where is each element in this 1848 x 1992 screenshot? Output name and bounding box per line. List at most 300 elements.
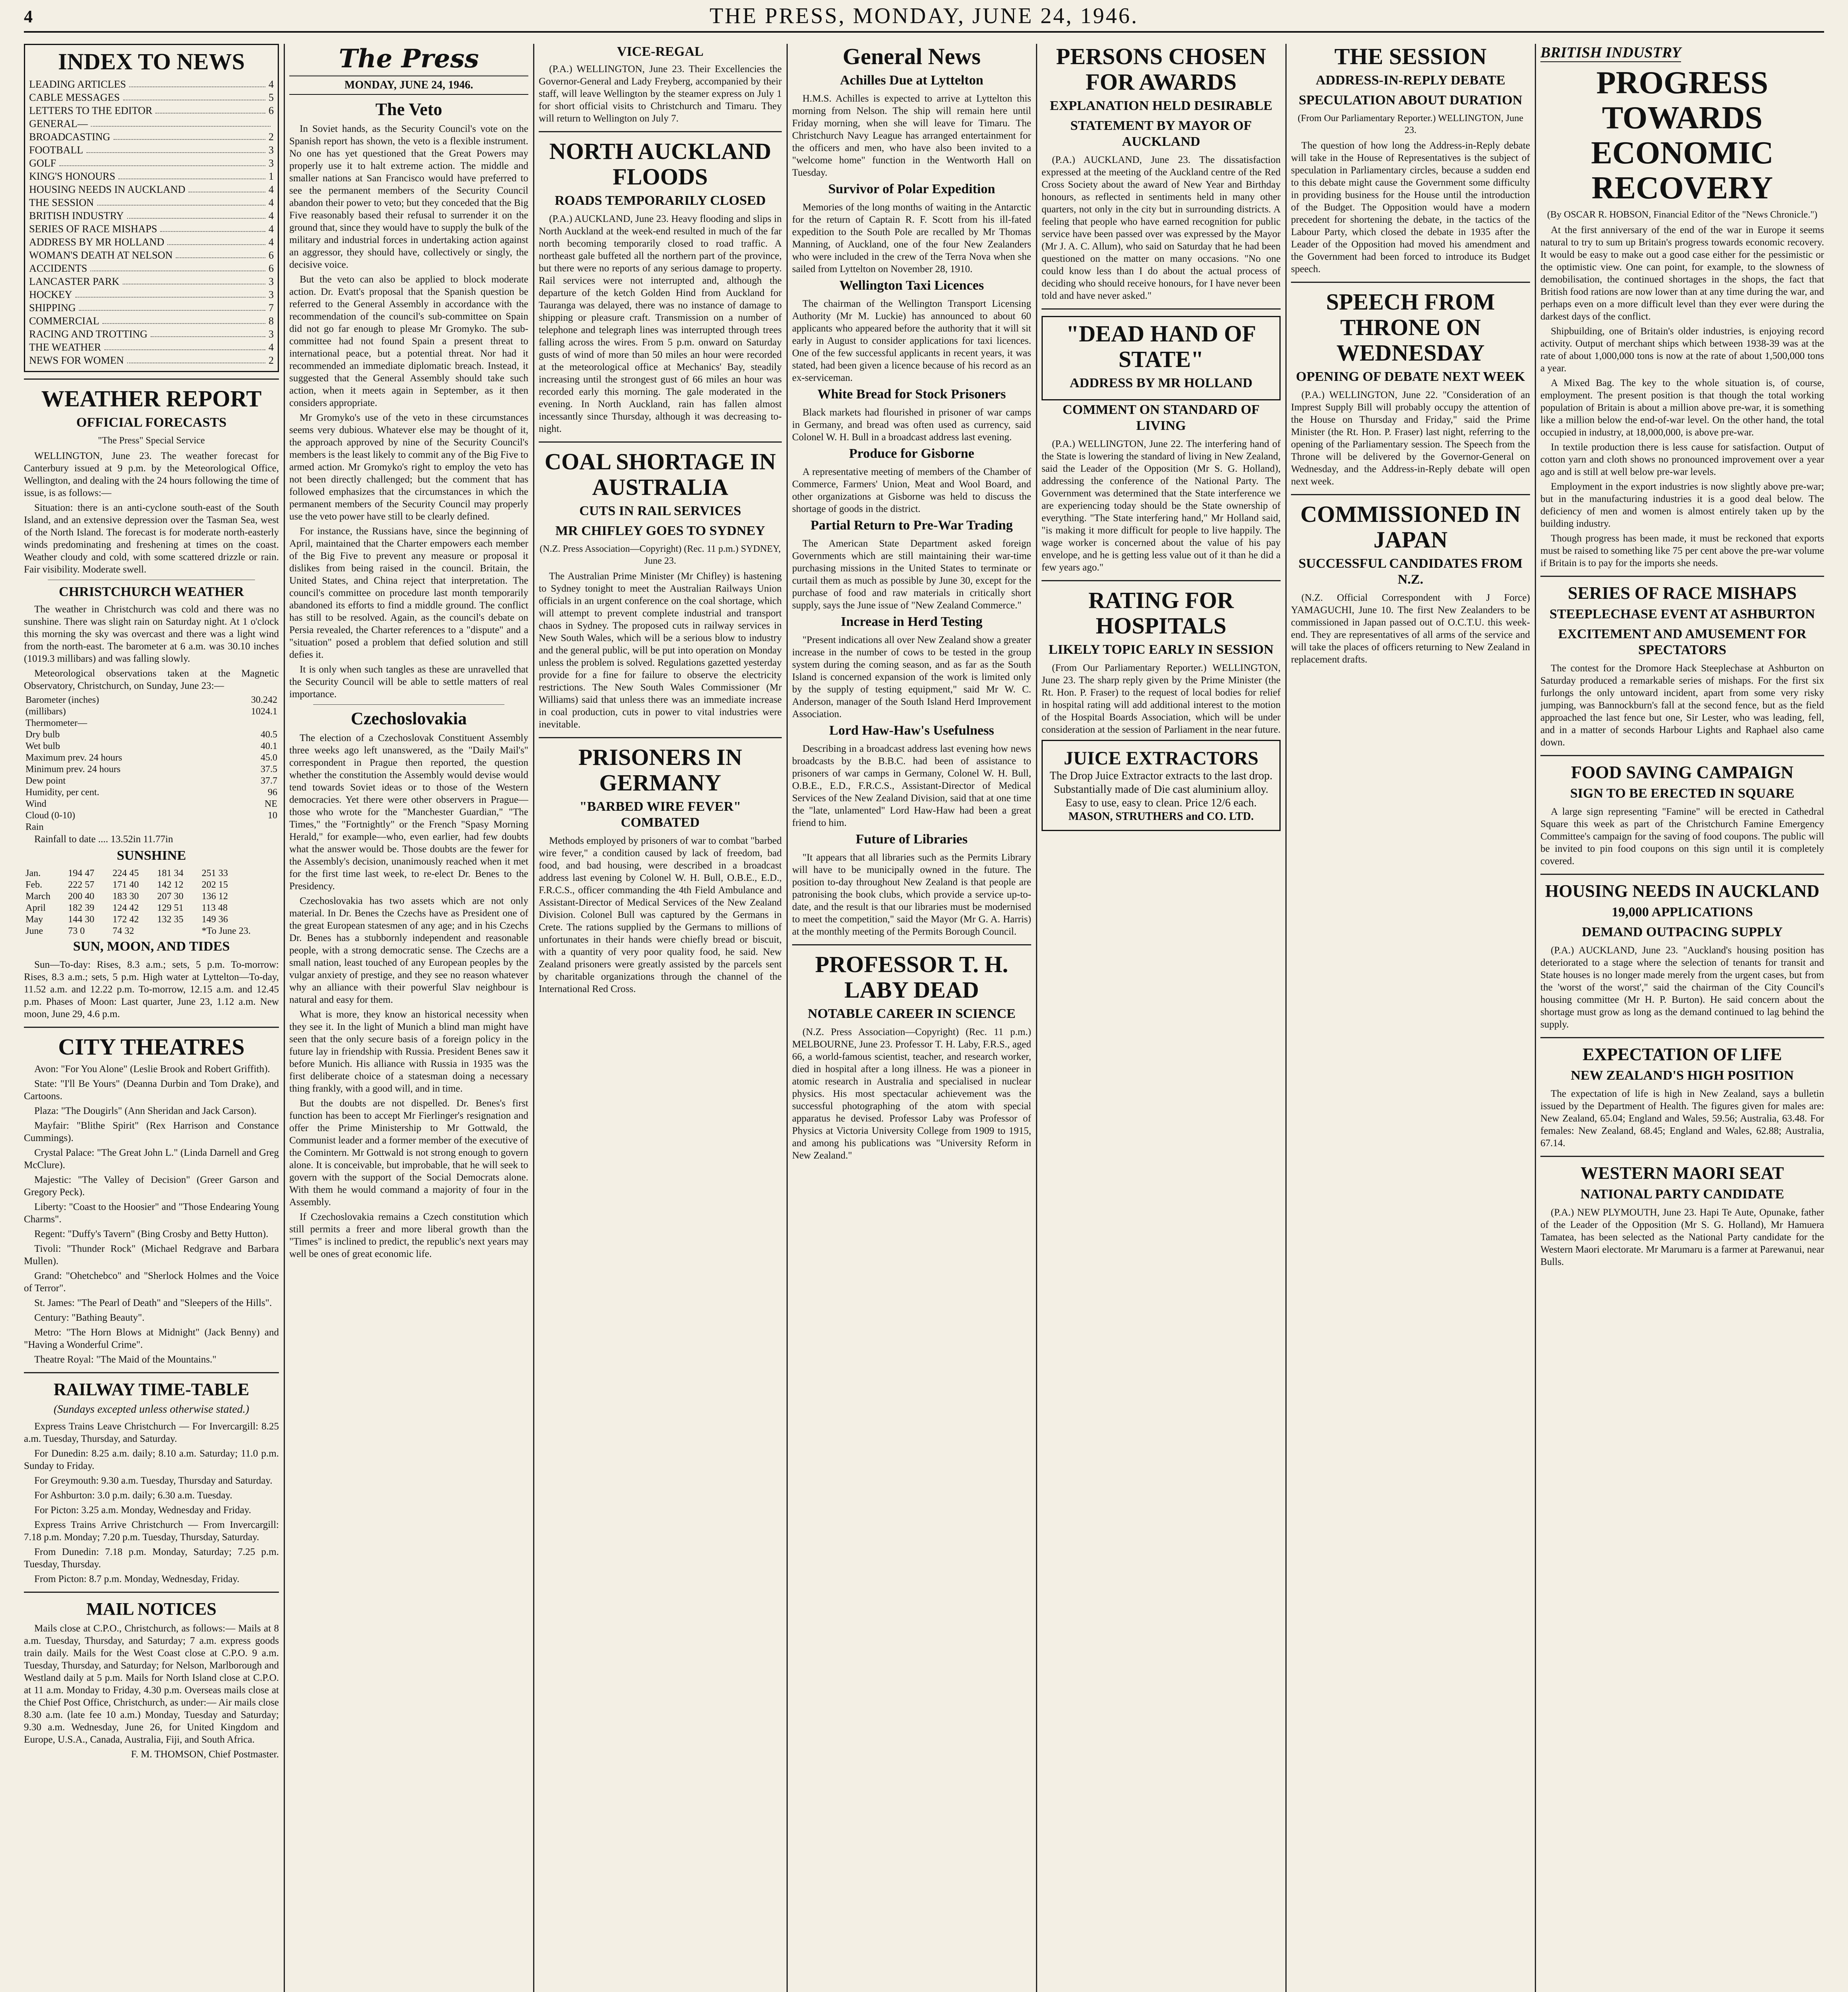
observation-row xyxy=(24,741,279,752)
observation-row xyxy=(24,787,279,798)
general-news-item-text: A representative meeting of members of the Chamber of Commerce, Farmers' Union, Meat and Wool Board, and other organizations at Gisborne was held to discuss the shortage of goods in the district. xyxy=(792,467,1031,514)
sunshine-table xyxy=(24,868,279,937)
session-text: The question of how long the Address-in-Reply debate will take in the House of Representatives is the subject of speculation in Parliamentary circles, because a sudden end to this debate might cause the Government some difficulty in providing business for the House until the introduction of the Budget. The Opposition would have a modern precedent for shortening the debate, in the tactics of the Labour Party, which closed the debate in 1935 after the Leader of the Opposition had moved his amendment and the Government had been forced to introduce its Budget speech. xyxy=(1291,140,1530,274)
observation-row xyxy=(24,775,279,787)
housing-subheading: 19,000 APPLICATIONS xyxy=(1611,905,1753,920)
index-leader xyxy=(59,157,265,166)
holland-subheading-2: COMMENT ON STANDARD OF LIVING xyxy=(1062,402,1260,433)
sunshine-cell: March xyxy=(26,891,51,902)
index-item-page: 3 xyxy=(269,328,274,340)
coal-byline: (N.Z. Press Association—Copyright) (Rec. 11 p.m.) SYDNEY, June 23. xyxy=(539,544,781,566)
floods-heading: NORTH AUCKLAND FLOODS xyxy=(549,138,771,190)
holland-subheading: ADDRESS BY MR HOLLAND xyxy=(1069,376,1253,390)
index-item-page: 3 xyxy=(269,157,274,169)
mail-heading: MAIL NOTICES xyxy=(86,1599,217,1619)
index-item-label: CABLE MESSAGES xyxy=(29,92,120,103)
sunshine-cell: 74 32 xyxy=(112,926,134,936)
masthead xyxy=(24,3,1824,33)
index-item-page: 3 xyxy=(269,289,274,300)
industry-heading: PROGRESS TOWARDS ECONOMIC RECOVERY xyxy=(1591,65,1773,206)
index-item-label: FOOTBALL xyxy=(29,144,83,156)
sunshine-cell: 136 12 xyxy=(202,891,228,902)
speech-text: (P.A.) WELLINGTON, June 22. "Consideration of an Imprest Supply Bill will probably occupy the attention of the House on Thursday and Friday," said the Prime Minister (the Rt. Hon. P. Fraser) last night, referring to the opening of the Parliamentary session. The Speech from the Throne will be delivered by the Governor-General on Wednesday, and the Address-in-Reply debate will open next week. xyxy=(1291,390,1530,487)
index-item xyxy=(29,157,274,170)
czech-article xyxy=(289,732,528,1260)
czech-heading: Czechoslovakia xyxy=(351,709,467,728)
index-leader xyxy=(151,327,265,337)
sunshine-cell: 113 48 xyxy=(202,903,228,913)
session-byline: (From Our Parliamentary Reporter.) WELLINGTON, June 23. xyxy=(1297,113,1524,135)
rating-text: (From Our Parliamentary Reporter.) WELLINGTON, June 23. The sharp reply given by the Prime Minister (the Rt. Hon. P. Fraser) to the request of local bodies for relief in hospital rating will add additional interest to the motion of the Hospital Boards Association, which will be under consideration at the session of Parliament in the near future. xyxy=(1042,663,1281,735)
vice-regal-heading: VICE-REGAL xyxy=(617,44,704,59)
industry-byline: (By OSCAR R. HOBSON, Financial Editor of the "News Chronicle.") xyxy=(1547,210,1818,220)
persons-heading: PERSONS CHOSEN FOR AWARDS xyxy=(1056,44,1266,95)
page-number: 4 xyxy=(24,7,33,26)
index-item-label: SERIES OF RACE MISHAPS xyxy=(29,223,157,235)
index-item-label: GOLF xyxy=(29,157,56,169)
index-item-page: 4 xyxy=(269,197,274,208)
maori-text: (P.A.) NEW PLYMOUTH, June 23. Hapi Te Aute, Opunake, father of the Leader of the Opposition (Mr S. G. Holland), Mr Hamuera Tamatea, has been selected as the National Party candidate for the Western Maori electorate. Mr Marumaru is a farmer at Parewanui, near Bulls. xyxy=(1540,1207,1824,1267)
observation-value: 10 xyxy=(268,810,277,821)
general-news-item-text: "It appears that all libraries such as the Permits Library will have to be municipally owned in the future. The position to-day throughout New Zealand is that people are patronising the book clubs, which provide a service up-to-date, and the result is that our libraries must be modernised to meet the competition," said the Mayor (Mr G. A. Harris) at the monthly meeting of the Permits Borough Council. xyxy=(792,852,1031,937)
session-heading: THE SESSION xyxy=(1334,44,1487,69)
coal-subheading-2: MR CHIFLEY GOES TO SYDNEY xyxy=(555,523,765,538)
index-item-label: COMMERCIAL xyxy=(29,315,100,327)
sunshine-cell: May xyxy=(26,914,43,925)
sunshine-cell: 224 45 xyxy=(112,868,139,878)
laby-text: (N.Z. Press Association—Copyright) (Rec. 11 p.m.) MELBOURNE, June 23. Professor T. H. Laby, F.R.S., aged 66, a world-famous scientist, teacher, and research worker, died in hospital after a long illness. He was a pioneer in atomic research in Australia and specialised in nuclear physics. His most spectacular achievement was the successful photographing of the atom with special apparatus he devised. Professor Laby was Professor of Physics at Victoria University College from 1909 to 1915, and among his publications was "University Reform in New Zealand." xyxy=(792,1027,1031,1161)
life-subheading: NEW ZEALAND'S HIGH POSITION xyxy=(1571,1068,1794,1083)
press-logo: The Press xyxy=(289,44,528,76)
sunshine-row xyxy=(24,879,279,891)
sunshine-cell: 202 15 xyxy=(202,880,228,890)
sunshine-cell: 182 39 xyxy=(68,903,94,913)
housing-subheading-2: DEMAND OUTPACING SUPPLY xyxy=(1581,925,1783,939)
section-tag: BRITISH INDUSTRY xyxy=(1540,44,1681,62)
masthead-title: THE PRESS, MONDAY, JUNE 24, 1946. xyxy=(709,4,1139,28)
observation-row xyxy=(24,810,279,822)
speech-subheading: OPENING OF DEBATE NEXT WEEK xyxy=(1296,369,1525,384)
observations-table xyxy=(24,694,279,833)
veto-paragraph: Mr Gromyko's use of the veto in these circumstances seems very dubious. Whatever else may be thought of it, the approach approved by nine of the Security Council's members is the least likely to commit any of the Big Five to armed action. Mr Gromyko's right to employ the veto has not been directly challenged; but the comment that has followed emphasizes that the circumstances in which the permanent members of the Security Council may properly use the veto power have still to be clearly defined. xyxy=(289,412,528,522)
veto-heading: The Veto xyxy=(375,100,442,119)
observation-row xyxy=(24,706,279,718)
observation-value: 96 xyxy=(268,787,277,798)
industry-article xyxy=(1540,224,1824,569)
index-leader xyxy=(176,249,265,258)
rating-subheading: LIKELY TOPIC EARLY IN SESSION xyxy=(1048,642,1274,657)
rating-heading: RATING FOR HOSPITALS xyxy=(1088,587,1234,639)
index-item xyxy=(29,143,274,157)
sunshine-cell: 222 57 xyxy=(68,880,94,890)
index-item-page: 1 xyxy=(269,171,274,182)
weather-text: WELLINGTON, June 23. The weather forecast for Canterbury issued at 9 p.m. by the Meteorological Office, Wellington, and dealing with the 24 hours following the time of issue, is as follows:— xyxy=(24,451,279,498)
observation-label: Wet bulb xyxy=(26,741,60,751)
veto-paragraph: But the veto can also be applied to block moderate action. Dr. Evatt's proposal that the Spanish question be referred to the General Assembly in accordance with the recommendation of the council's sub-committee on Spain did not go far enough to please Mr Gromyko. The sub-committee had not found Spain a present threat to international peace, but a potential threat. Nor had it recommended an immediate diplomatic breach. Instead, it suggested that the General Assembly should take such action, when it meets again in September, as it then considers appropriate. xyxy=(289,274,528,408)
general-news-item-text: Black markets had flourished in prisoner of war camps in Germany, and bread was often used as currency, said Colonel W. H. Bull in a broadcast address last evening. xyxy=(792,407,1031,443)
index-item-page: 6 xyxy=(269,105,274,116)
index-item-page: 2 xyxy=(269,131,274,143)
theatre-listing: Metro: "The Horn Blows at Midnight" (Jack Benny) and "Having a Wonderful Crime". xyxy=(24,1327,279,1350)
laby-subheading: NOTABLE CAREER IN SCIENCE xyxy=(808,1006,1016,1021)
railway-entry: Express Trains Leave Christchurch — For Invercargill: 8.25 a.m. Tuesday, Thursday, and Saturday. xyxy=(24,1421,279,1444)
sunshine-cell: 132 35 xyxy=(157,914,184,925)
index-item-label: KING'S HONOURS xyxy=(29,171,116,182)
index-leader xyxy=(123,91,265,100)
general-news-item-title: Survivor of Polar Expedition xyxy=(828,182,995,196)
race-text: The contest for the Dromore Hack Steeplechase at Ashburton on Saturday produced a remarkable series of mishaps. For the first six furlongs the only untoward incident, apart from some very risky jumping, was Bannockburn's fall at the second fence, but as the field approached the last fence but one, Sir Lester, who was leading, fell, and in a matter of seconds Harbour Lights and Raphael also came down. xyxy=(1540,663,1824,748)
index-item-page: 2 xyxy=(269,355,274,366)
index-leader xyxy=(104,341,265,350)
observation-value xyxy=(221,822,279,833)
index-leader xyxy=(188,183,265,192)
observation-value: 37.5 xyxy=(261,764,277,774)
sunshine-cell: 144 30 xyxy=(68,914,94,925)
observation-value: 40.1 xyxy=(261,741,277,751)
index-item-page: 4 xyxy=(269,236,274,248)
tides-text: Sun—To-day: Rises, 8.3 a.m.; sets, 5 p.m. To-morrow: Rises, 8.3 a.m.; sets, 5 p.m. High water at Lyttelton—To-day, 11.52 a.m. and 12.22 p.m. To-morrow, 12.15 a.m. and 12.45 p.m. Phases of Moon: Last quarter, June 23, 1.12 a.m. New moon, June 29, 4.6 p.m. xyxy=(24,959,279,1020)
theatre-listing: Regent: "Duffy's Tavern" (Bing Crosby and Betty Hutton). xyxy=(34,1229,269,1239)
session-subheading-2: SPECULATION ABOUT DURATION xyxy=(1299,93,1522,108)
prisoners-heading: PRISONERS IN GERMANY xyxy=(578,744,742,796)
index-item xyxy=(29,104,274,117)
general-news-item-title: Achilles Due at Lyttelton xyxy=(840,73,983,88)
observation-value: 45.0 xyxy=(261,753,277,763)
index-leader xyxy=(155,104,265,114)
industry-paragraph: A Mixed Bag. The key to the whole situation is, of course, employment. The present position is that though the total working population of Britain is about a million above pre-war, it is something like a million below the end-of-war level. On the other hand, the total occupied in industry, at 18,000,000, is above pre-war. xyxy=(1540,378,1824,438)
prisoners-subheading: "BARBED WIRE FEVER" COMBATED xyxy=(579,799,741,830)
index-item-page: 6 xyxy=(269,249,274,261)
ad-seller: MASON, STRUTHERS and CO. LTD. xyxy=(1068,810,1254,823)
index-item-page: 8 xyxy=(269,315,274,327)
sunshine-cell: June xyxy=(26,926,43,936)
index-leader xyxy=(123,275,265,284)
theatre-listing: St. James: "The Pearl of Death" and "Sleepers of the Hills". xyxy=(34,1298,272,1308)
index-item xyxy=(29,327,274,341)
index-item-label: HOUSING NEEDS IN AUCKLAND xyxy=(29,184,186,195)
index-item-page: 4 xyxy=(269,78,274,90)
column-5 xyxy=(1042,44,1281,1992)
observation-value: 1024.1 xyxy=(251,706,277,717)
czech-paragraph: The election of a Czechoslovak Constituent Assembly three weeks ago left unanswered, as the "Daily Mail's" correspondent in Prague then reported, the question whether the constitution the Assembly would devise would tend towards Soviet ideas or to those of the Western democracies. Yet there were other observers in Prague—those who wrote for the "Manchester Guardian," "The Times," the "Fortnightly" or the French "Spasy Morning Herald," for example—who, even earlier, had few doubts what the answer would be. Those doubts are the fewer for the Assembly's decision, unanimously reached when it met for the first time last week, to re-elect Dr. Benes to the Presidency. xyxy=(289,733,528,892)
index-item-label: GENERAL— xyxy=(29,118,88,129)
theatre-listing: Grand: "Ohetchebco" and "Sherlock Holmes and the Voice of Terror". xyxy=(24,1270,279,1294)
index-item-label: THE SESSION xyxy=(29,197,94,208)
sunshine-cell: *To June 23. xyxy=(202,926,251,936)
maori-subheading: NATIONAL PARTY CANDIDATE xyxy=(1580,1187,1784,1202)
sunshine-cell: 73 0 xyxy=(68,926,85,936)
theatre-listing: Plaza: "The Dougirls" (Ann Sheridan and Jack Carson). xyxy=(34,1106,257,1116)
sunshine-cell: 171 40 xyxy=(112,880,139,890)
holland-box xyxy=(1042,316,1281,400)
column-left xyxy=(24,44,279,1992)
index-item xyxy=(29,222,274,235)
floods-text: (P.A.) AUCKLAND, June 23. Heavy flooding and slips in North Auckland at the week-end resulted in much of the far north becoming temporarily closed to road traffic. A northeast gale buffeted all the northern part of the province, but there were no reports of any serious damage to property. Rail services were not interrupted and, although the departure of the ketch Golden Hind from Auckland for Tauranga was delayed, there was no instance of damage to shipping or pleasure craft. Transmission on a number of telephone and telegraph lines was interrupted through trees falling across the wires. From 5 p.m. onward on Saturday gusts of wind of more than 50 miles an hour were recorded at the meteorological office at Mechanics' Bay, steadily increasing until the strongest gust of 66 miles an hour was recorded early this morning. The gale moderated in the evening. In North Auckland, rain has fallen almost incessantly since Thursday, although it was decreasing to-night. xyxy=(539,214,782,434)
railway-list xyxy=(24,1420,279,1585)
observation-row xyxy=(24,729,279,741)
observation-value: 37.7 xyxy=(261,776,277,786)
housing-text: (P.A.) AUCKLAND, June 23. "Auckland's housing position has deteriorated to a stage where the selection of tenants for transit and State houses is no longer made merely from the urgent cases, but from the 'worst of the worst'," said the chairman of the City Council's housing committee (Mr H. P. Burton). He said concern about the shortage must grow as long as the demand continued to lag behind the supply. xyxy=(1540,945,1824,1030)
general-news-item-text: Describing in a broadcast address last evening how news broadcasts by the B.B.C. had been of assistance to prisoners of war camps in Germany, Colonel W. H. Bull, O.B.E., E.D., F.R.C.S., Assistant-Director of Medical Services of the New Zealand Division, said that at one time the "late, unlamented" Lord Haw-Haw had been a great friend to him. xyxy=(792,743,1031,828)
index-leader xyxy=(127,209,265,219)
veto-paragraph: For instance, the Russians have, since the beginning of April, maintained that the Charter empowers each member of the Big Five to prevent any measure or proposal it dislikes from being raised in the council. Britain, the United States, and China reject that interpretation. The council's committee on procedure last month temporarily abandoned its efforts to find a middle ground. The conflict has still to be resolved. Again, as the council's debate on Persia revealed, the Charter references to a "dispute" and a "situation" posed a problem that defied solution and still defies it. xyxy=(289,526,528,660)
railway-entry: Express Trains Arrive Christchurch — From Invercargill: 7.18 p.m. Monday; 7.20 p.m. Tuesday, Thursday, Saturday. xyxy=(24,1519,279,1543)
index-item-label: LEADING ARTICLES xyxy=(29,78,126,90)
sunshine-row xyxy=(24,902,279,914)
weather-byline: "The Press" Special Service xyxy=(98,435,205,446)
maori-heading: WESTERN MAORI SEAT xyxy=(1580,1163,1784,1183)
rainfall-line: Rainfall to date .... 13.52in 11.77in xyxy=(34,834,173,845)
czech-paragraph: If Czechoslovakia remains a Czech constitution which still permits a freer and more liberal growth than the "Times" is inclined to predict, the republic's next years may well be ones of great economic life. xyxy=(289,1212,528,1259)
weather-subheading: OFFICIAL FORECASTS xyxy=(76,415,227,430)
observation-value: 40.5 xyxy=(261,729,277,740)
observation-label: Dew point xyxy=(26,776,66,786)
index-item xyxy=(29,341,274,354)
column-3 xyxy=(539,44,782,1992)
index-item xyxy=(29,117,274,130)
theatre-listing: Crystal Palace: "The Great John L." (Linda Darnell and Greg McClure). xyxy=(24,1147,279,1170)
index-leader xyxy=(160,222,265,232)
index-leader xyxy=(167,235,265,245)
observation-label: Cloud (0-10) xyxy=(26,810,75,821)
index-item-label: BROADCASTING xyxy=(29,131,110,143)
sunshine-cell: Feb. xyxy=(26,880,42,890)
index-item-page: 4 xyxy=(269,341,274,353)
czech-paragraph: Czechoslovakia has two assets which are not only material. In Dr. Benes the Czechs have as President one of the great European statesmen of any age; and in his Czechs Dr. Benes has a stubbornly independent and reasonable people, with a strong democratic sense. The Czechs are a small nation, least touched of any European peoples by the vulgar anxiety of prestige, and they see no reason whatever why an alliance with their powerful Slav neighbour is natural and easy for them. xyxy=(289,896,528,1005)
index-item-page: 3 xyxy=(269,144,274,156)
column-editorial xyxy=(289,44,528,1992)
column-6 xyxy=(1291,44,1530,1992)
czech-paragraph: But the doubts are not dispelled. Dr. Benes's first function has been to accept Mr Fierlinger's resignation and offer the Prime Ministership to Mr Gottwald, the Communist leader and a former member of the executive of the Comintern. Mr Gottwald is not strong enough to govern alone. It is conceivable, but improbable, that he will seek to govern with the support of the Social Democrats alone. With them he would command a majority of four in the Assembly. xyxy=(289,1098,528,1208)
index-item xyxy=(29,183,274,196)
sunshine-cell: 183 30 xyxy=(112,891,139,902)
observation-label: Humidity, per cent. xyxy=(26,787,100,798)
index-item-page: 3 xyxy=(269,276,274,287)
theatre-listing: Theatre Royal: "The Maid of the Mountains." xyxy=(34,1354,217,1365)
life-text: The expectation of life is high in New Zealand, says a bulletin issued by the Department of Health. The figures given for males are: New Zealand, 65.04; England and Wales, 59.56; Australia, 63.48. For females: New Zealand, 68.45; England and Wales, 62.88; Australia, 67.14. xyxy=(1540,1088,1824,1149)
index-leader xyxy=(75,288,265,298)
observation-label: (millibars) xyxy=(26,706,66,717)
food-heading: FOOD SAVING CAMPAIGN xyxy=(1571,763,1794,782)
index-leader xyxy=(102,314,265,324)
theatre-listing: Majestic: "The Valley of Decision" (Greer Garson and Gregory Peck). xyxy=(24,1174,279,1198)
general-news-item-text: The chairman of the Wellington Transport Licensing Authority (Mr M. Luckie) has announced to about 60 applicants who appeared before the authority that it will sit early in August to consider applications for taxi licences. One of the few successful applicants in recent years, it was stated, had been given a licence because of his record as an ex-serviceman. xyxy=(792,298,1031,383)
theatre-list xyxy=(24,1063,279,1366)
holland-heading: "DEAD HAND OF STATE" xyxy=(1066,321,1256,372)
sunshine-cell: 142 12 xyxy=(157,880,184,890)
index-item-label: SHIPPING xyxy=(29,302,76,314)
coal-subheading: CUTS IN RAIL SERVICES xyxy=(579,504,741,518)
coal-text: The Australian Prime Minister (Mr Chifley) is hastening to Sydney tonight to meet the Australian Railways Union officials in an urgent conference on the coal shortage, which will attempt to prevent complete industrial and transport chaos in Sydney. The proposed cuts in railway services in New South Wales, which will be a serious blow to industry and the general public, will be put into operation on Monday unless the problem is solved. Regulations gazetted yesterday provide for a fine for failure to observe the electricity restrictions. The New South Wales Commissioner (Mr Williams) said that unless there was an immediate increase in coal production, cuts in power to vital industries were inevitable. xyxy=(539,571,782,730)
index-list xyxy=(29,78,274,367)
food-subheading: SIGN TO BE ERECTED IN SQUARE xyxy=(1570,786,1795,801)
observation-row xyxy=(24,822,279,833)
weather-heading: WEATHER REPORT xyxy=(41,386,262,412)
sunshine-cell: Jan. xyxy=(26,868,41,878)
index-item xyxy=(29,249,274,262)
laby-heading: PROFESSOR T. H. LABY DEAD xyxy=(815,951,1008,1003)
index-item xyxy=(29,196,274,209)
ad-text: The Drop Juice Extractor extracts to the last drop. Substantially made of Die cast aluminium alloy. Easy to use, easy to clean. Price 12/6 each. xyxy=(1050,770,1273,809)
sunshine-cell: 129 51 xyxy=(157,903,184,913)
sunshine-cell: 172 42 xyxy=(112,914,139,925)
index-leader xyxy=(118,170,265,179)
industry-paragraph: In textile production there is less cause for satisfaction. Output of cotton yarn and cloth shows no pronounced improvement over a year ago and is still at well below pre-war levels. xyxy=(1540,442,1824,477)
index-item-page: 5 xyxy=(269,92,274,103)
sunshine-cell: 149 36 xyxy=(202,914,228,925)
index-item xyxy=(29,170,274,183)
column-7 xyxy=(1540,44,1824,1992)
japan-heading: COMMISSIONED IN JAPAN xyxy=(1300,501,1521,553)
index-item-label: THE WEATHER xyxy=(29,341,101,353)
observation-row xyxy=(24,694,279,706)
index-item-label: WOMAN'S DEATH AT NELSON xyxy=(29,249,173,261)
sunshine-cell: April xyxy=(26,903,46,913)
sunshine-row xyxy=(24,891,279,902)
housing-heading: HOUSING NEEDS IN AUCKLAND xyxy=(1545,881,1820,901)
sunshine-row xyxy=(24,868,279,879)
observation-value xyxy=(221,718,279,729)
floods-subheading: ROADS TEMPORARILY CLOSED xyxy=(555,193,766,208)
industry-paragraph: At the first anniversary of the end of the war in Europe it seems natural to try to sum up Britain's progress towards economic recovery. It would be easy to make out a good case either for the pessimistic or the optimistic view. One can point, for example, to the slowness of demobilisation, the continued shortages in the shops, the fact that British food rations are now lower than at any time during the war, and perhaps even on a more difficult level than they ever were during the darkest days of the conflict. xyxy=(1540,225,1824,322)
sunshine-cell: 200 40 xyxy=(68,891,94,902)
session-subheading: ADDRESS-IN-REPLY DEBATE xyxy=(1316,73,1505,88)
general-news-heading: General News xyxy=(842,44,981,69)
railway-entry: For Picton: 3.25 a.m. Monday, Wednesday and Friday. xyxy=(34,1505,251,1516)
railway-subheading: (Sundays excepted unless otherwise stated.) xyxy=(53,1403,249,1416)
observation-label: Wind xyxy=(26,799,47,809)
industry-paragraph: Employment in the export industries is now slightly above pre-war; but in the manufacturing industries it is a good deal below. The deficiency of men and women is almost entirely taken up by the building industry. xyxy=(1540,481,1824,529)
speech-heading: SPEECH FROM THRONE ON WEDNESDAY xyxy=(1326,289,1495,366)
general-news-item-title: Increase in Herd Testing xyxy=(841,614,983,629)
theatres-heading: CITY THEATRES xyxy=(58,1034,245,1060)
railway-entry: For Dunedin: 8.25 a.m. daily; 8.10 a.m. Saturday; 11.0 p.m. Sunday to Friday. xyxy=(24,1448,279,1471)
industry-paragraph: Though progress has been made, it must be reckoned that exports must be raised to something like 75 per cent above the pre-war volume if Britain is to pay for the imports she needs. xyxy=(1540,533,1824,569)
index-item-label: ACCIDENTS xyxy=(29,263,87,274)
railway-entry: For Greymouth: 9.30 a.m. Tuesday, Thursday and Saturday. xyxy=(34,1475,273,1486)
index-item-label: NEWS FOR WOMEN xyxy=(29,355,124,366)
general-news-item-text: Memories of the long months of waiting in the Antarctic for the return of Captain R. F. Scott from his ill-fated expedition to the South Pole are recalled by Mr Thomas Manning, of Auckland, one of the four New Zealanders who were included in the crew of the Terra Nova when she sailed from Lyttelton on November 28, 1910. xyxy=(792,202,1031,274)
sunshine-cell xyxy=(155,925,200,937)
theatre-listing: Tivoli: "Thunder Rock" (Michael Redgrave and Barbara Mullen). xyxy=(24,1243,279,1267)
ad-title: JUICE EXTRACTORS xyxy=(1063,748,1259,769)
index-item xyxy=(29,130,274,143)
persons-subheading: EXPLANATION HELD DESIRABLE xyxy=(1050,98,1273,113)
veto-article xyxy=(289,123,528,700)
index-item xyxy=(29,275,274,288)
sunshine-cell: 194 47 xyxy=(68,868,94,878)
index-item-page: 4 xyxy=(269,210,274,222)
index-item-label: BRITISH INDUSTRY xyxy=(29,210,124,222)
observation-label: Thermometer— xyxy=(26,718,87,728)
index-item xyxy=(29,288,274,301)
general-news-item-title: Future of Libraries xyxy=(855,832,968,847)
race-heading: SERIES OF RACE MISHAPS xyxy=(1567,583,1797,603)
index-item xyxy=(29,262,274,275)
veto-paragraph: It is only when such tangles as these are unravelled that the Security Council will be able to settle matters of real importance. xyxy=(289,664,528,700)
general-news-item-title: Partial Return to Pre-War Trading xyxy=(810,518,1013,533)
holland-text: (P.A.) WELLINGTON, June 22. The interfering hand of the State is lowering the standard of living in New Zealand, said the Leader of the Opposition (Mr S. G. Holland), addressing the conference of the National Party. The Government was determined that the State interference we are experiencing today should be the State ownership of everything. "The State interfering hand," Mr Holland said, "is making it more difficult for people to live happily. The wage worker is concerned about the value of his pay envelope, and he is getting less value out of it than he did a few years ago." xyxy=(1042,439,1281,573)
juice-extractor-ad xyxy=(1042,740,1281,831)
editorial-dateline: MONDAY, JUNE 24, 1946. xyxy=(289,76,528,95)
sunshine-cell: 124 42 xyxy=(112,903,139,913)
index-item-label: LANCASTER PARK xyxy=(29,276,120,287)
sunshine-row xyxy=(24,925,279,937)
observation-label: Barometer (inches) xyxy=(26,695,99,705)
prisoners-text: Methods employed by prisoners of war to combat "barbed wire fever," a condition caused by lack of freedom, bad food, and bad housing, were described in a broadcast address last evening by Colonel W. H. Bull, O.B.E., E.D., F.R.C.S., officer commanding the 4th Field Ambulance and Assistant-Director of Medical Services of the New Zealand Division. Colonel Bull was captured by the Germans in Crete. The rations supplied by the Germans to millions of unfortunates in their hands were chiefly bread or biscuit, with a quantity of very poor quality food, he said. New Zealand prisoners were greatly assisted by the parcels sent by charitable organizations through the channel of the International Red Cross. xyxy=(539,835,782,994)
general-news-item-text: H.M.S. Achilles is expected to arrive at Lyttelton this morning from Nelson. The ship will remain here until Friday morning, when she will leave for Timaru. The Christchurch Navy League has arranged entertainment for the officers and men, who have also been invited to a "welcome home" function in the Wentworth Hall on Tuesday. xyxy=(792,93,1031,178)
index-leader xyxy=(79,301,265,311)
tides-heading: SUN, MOON, AND TIDES xyxy=(73,939,230,954)
general-news-list xyxy=(792,73,1031,938)
index-leader xyxy=(114,130,265,140)
index-box xyxy=(24,44,279,372)
observation-row xyxy=(24,752,279,764)
veto-paragraph: In Soviet hands, as the Security Council's vote on the Spanish report has shown, the veto is a flexible instrument. No one has yet questioned that the Great Powers may properly use it to halt extreme action. The middle and smaller nations at San Francisco would have preferred to see the permanent members of the Security Council abandon their power to veto; but they conceded that the Big Five reasonably based their refusal to surrender it on the ground that, since they would have to supply the bulk of the military and industrial forces in undertaking action against an aggressor, they should have, collectively or singly, the decisive voice. xyxy=(289,124,528,270)
observation-row xyxy=(24,764,279,775)
christchurch-weather-text: The weather in Christchurch was cold and there was no sunshine. There was slight rain on Saturday night. At 1 o'clock this morning the sky was overcast and there was a light wind from the north-east. The barometer at 6 a.m. was 30.10 inches (1019.3 millibars) and was falling slowly. xyxy=(24,604,279,664)
observation-label: Dry bulb xyxy=(26,729,60,740)
railway-entry: From Picton: 8.7 p.m. Monday, Wednesday, Friday. xyxy=(34,1574,239,1584)
sunshine-cell: 251 33 xyxy=(202,868,228,878)
index-item xyxy=(29,354,274,367)
theatre-listing: Century: "Bathing Beauty". xyxy=(34,1312,145,1323)
column-4 xyxy=(792,44,1031,1992)
observation-row xyxy=(24,718,279,729)
index-item xyxy=(29,209,274,222)
christchurch-weather-heading: CHRISTCHURCH WEATHER xyxy=(59,584,244,599)
theatre-listing: State: "I'll Be Yours" (Deanna Durbin and Tom Drake), and Cartoons. xyxy=(24,1078,279,1102)
index-leader xyxy=(91,117,271,127)
index-leader xyxy=(86,143,265,153)
general-news-item-title: Wellington Taxi Licences xyxy=(839,278,984,293)
index-item-page: 6 xyxy=(269,263,274,274)
railway-entry: From Dunedin: 7.18 p.m. Monday, Saturday; 7.25 p.m. Tuesday, Thursday. xyxy=(24,1547,279,1570)
observation-label: Rain xyxy=(26,822,44,832)
index-item-label: HOCKEY xyxy=(29,289,73,300)
coal-heading: COAL SHORTAGE IN AUSTRALIA xyxy=(544,449,776,500)
industry-paragraph: Shipbuilding, one of Britain's older industries, is enjoying record activity. Output of merchant ships which between 1938-39 was at the rate of about 1,000,000 tons is now at the rate of about 1,500,000 tons a year. xyxy=(1540,326,1824,374)
index-heading: INDEX TO NEWS xyxy=(58,49,245,75)
mail-text: Mails close at C.P.O., Christchurch, as follows:— Mails at 8 a.m. Tuesday, Thursday, and Saturday; 7 a.m. express goods train daily. Mails for the West Coast close at C.P.O. 9 a.m. Tuesday, Thursday, and Saturday; for Nelson, Marlborough and Westland daily at 5 p.m. Mails for North Island close at C.P.O. at 11 a.m. Monday to Friday, 4.30 p.m. Overseas mails close at the Chief Post Office, Christchurch, as under:— Air mails close 8.30 a.m. (late fee 10 a.m.) Monday, Tuesday and Saturday; 9.30 a.m. Wednesday, June 26, for United Kingdom and Europe, U.S.A., Canada, Australia, Fiji, and South Africa. xyxy=(24,1623,279,1745)
observation-label: Minimum prev. 24 hours xyxy=(26,764,121,774)
general-news-item-text: The American State Department asked foreign Governments which are still maintaining their war-time purchasing missions in the United States to terminate or curtail them as much as possible by June 30, except for the purchase of food and raw materials in critically short supply, says the June issue of "New Zealand Commerce." xyxy=(792,538,1031,611)
sunshine-row xyxy=(24,914,279,925)
observation-label: Maximum prev. 24 hours xyxy=(26,753,122,763)
observation-value: NE xyxy=(265,799,277,809)
index-item xyxy=(29,91,274,104)
index-leader xyxy=(129,78,265,87)
theatre-listing: Mayfair: "Blithe Spirit" (Rex Harrison and Constance Cummings). xyxy=(24,1120,279,1143)
observation-value: 30.242 xyxy=(251,695,277,705)
index-leader xyxy=(90,262,265,271)
vice-regal-text: (P.A.) WELLINGTON, June 23. Their Excellencies the Governor-General and Lady Freyberg, accompanied by their staff, will leave Wellington by the steamer express on July 1 for short official visits to Christchurch and Timaru. They will return to Wellington on July 7. xyxy=(539,64,782,124)
theatre-listing: Avon: "For You Alone" (Leslie Brook and Robert Griffith). xyxy=(34,1064,270,1074)
index-leader xyxy=(127,354,265,363)
index-item xyxy=(29,301,274,314)
index-item-label: ADDRESS BY MR HOLLAND xyxy=(29,236,165,248)
general-news-item-title: Produce for Gisborne xyxy=(849,446,975,461)
persons-text: (P.A.) AUCKLAND, June 23. The dissatisfaction expressed at the meeting of the Auckland centre of the Red Cross Society about the award of New Year and Birthday honours, as reflected in sentiments held in many other quarters, not only in the city but in surrounding districts. A feeling that people who have earned recognition for public service have been passed over was expressed by the Mayor (Mr J. A. C. Allum), who said on Saturday that he had been questioned on the matter on many occasions. "No one could know less than I do about the actual process of deciding who should receive honours, for I have never been told and have never asked." xyxy=(1042,155,1281,301)
general-news-item-text: "Present indications all over New Zealand show a greater increase in the number of cows to be tested in the group system during the coming season, and as far as the South Island is concerned expansion of the work is limited only by the supply of testing equipment," said Mr W. C. Anderson, manager of the South Island Herd Improvement Association. xyxy=(792,635,1031,720)
sunshine-cell: 181 34 xyxy=(157,868,184,878)
index-item-label: LETTERS TO THE EDITOR xyxy=(29,105,153,116)
railway-entry: For Ashburton: 3.0 p.m. daily; 6.30 a.m. Tuesday. xyxy=(34,1490,233,1501)
japan-subheading: SUCCESSFUL CANDIDATES FROM N.Z. xyxy=(1298,556,1523,587)
railway-heading: RAILWAY TIME-TABLE xyxy=(53,1380,249,1399)
persons-subheading-2: STATEMENT BY MAYOR OF AUCKLAND xyxy=(1070,118,1252,149)
general-news-item-title: Lord Haw-Haw's Usefulness xyxy=(829,723,994,738)
